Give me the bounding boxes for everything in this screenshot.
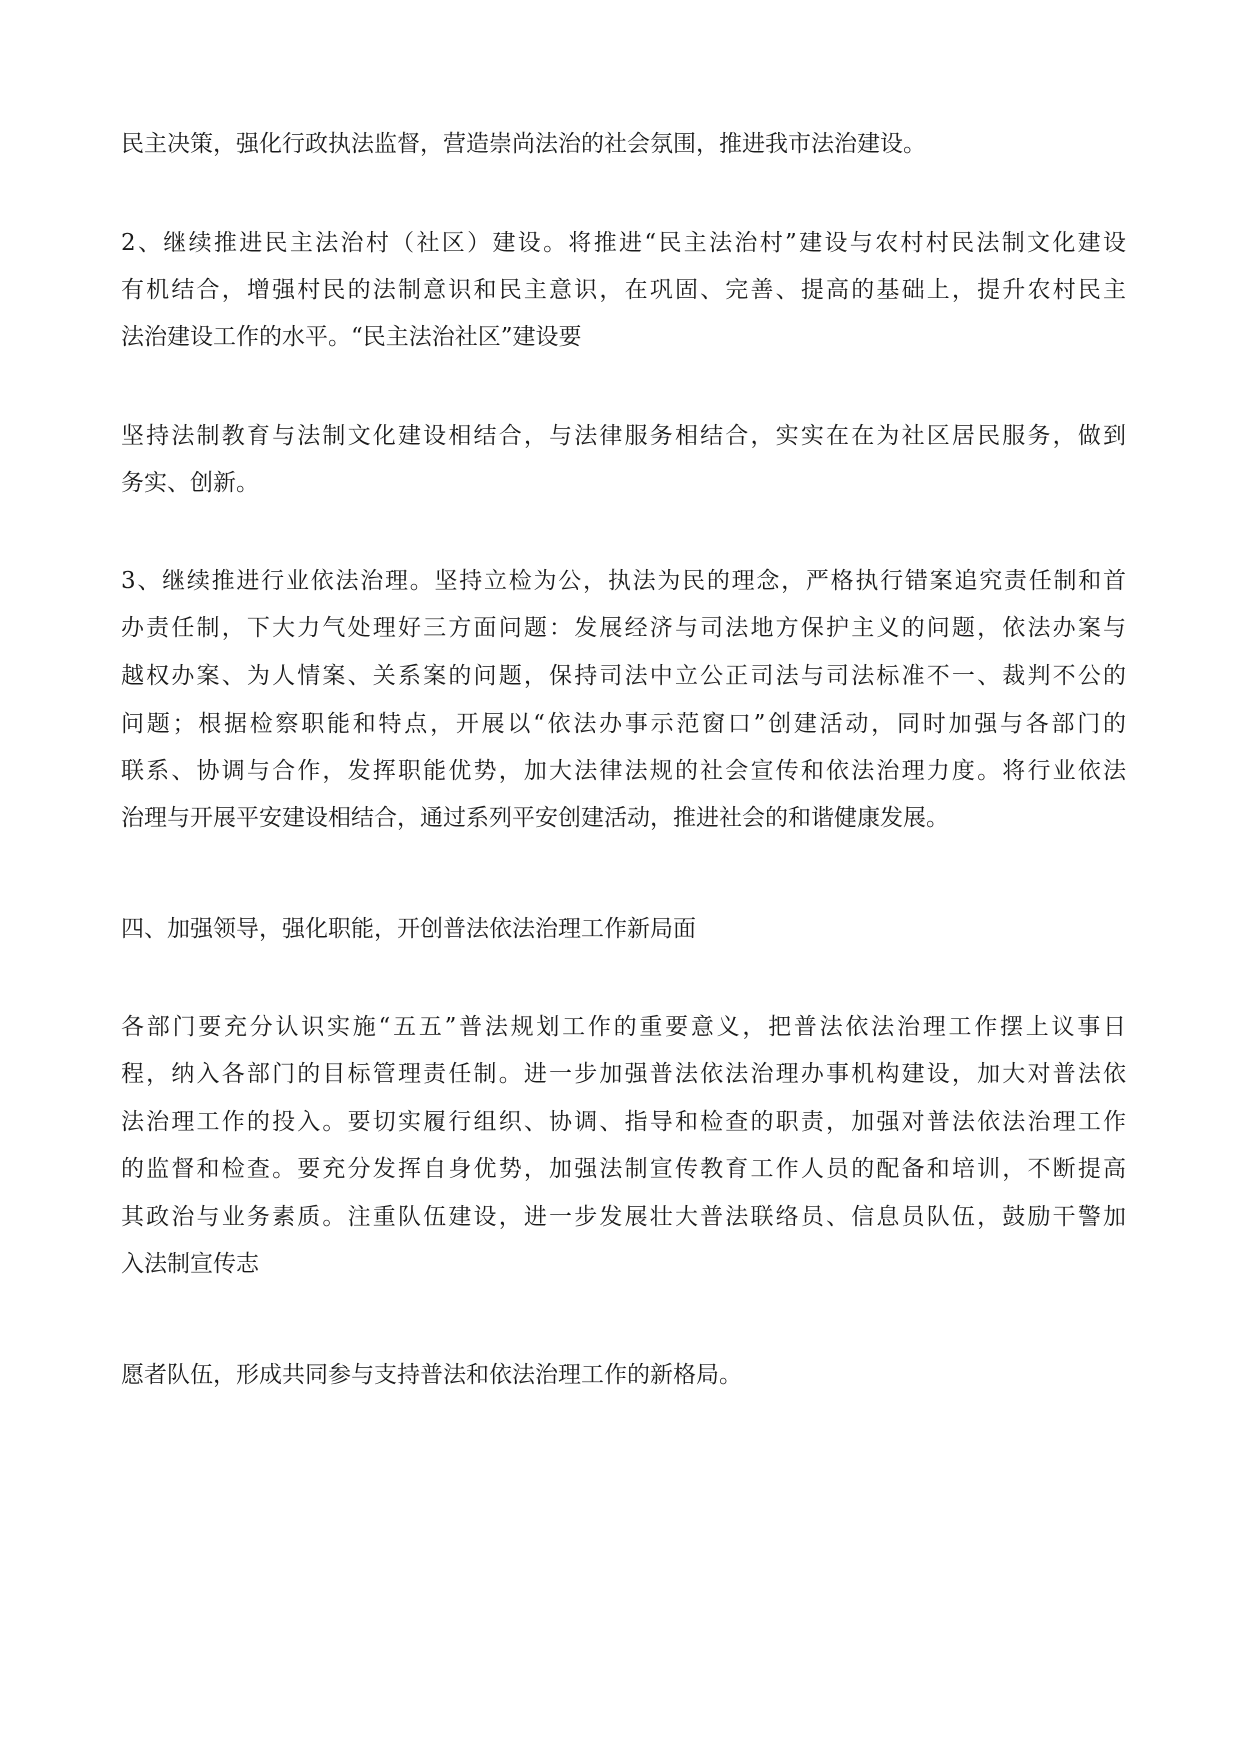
paragraph-line: 越权办案、为人情案、关系案的问题，保持司法中立公正司法与司法标准不一、裁判不公的	[121, 663, 1126, 689]
paragraph-line: 治理与开展平安建设相结合，通过系列平安创建活动，推进社会的和谐健康发展。	[121, 805, 949, 831]
paragraph-line: 的监督和检查。要充分发挥自身优势，加强法制宣传教育工作人员的配备和培训，不断提高	[121, 1156, 1126, 1182]
paragraph-line: 程，纳入各部门的目标管理责任制。进一步加强普法依法治理办事机构建设，加大对普法依	[121, 1061, 1126, 1087]
paragraph-line: 法治建设工作的水平。“民主法治社区”建设要	[121, 324, 582, 350]
paragraph-line: 有机结合，增强村民的法制意识和民主意识，在巩固、完善、提高的基础上，提升农村民主	[121, 277, 1126, 303]
paragraph-line: 务实、创新。	[121, 470, 259, 496]
paragraph-line: 愿者队伍，形成共同参与支持普法和依法治理工作的新格局。	[121, 1362, 742, 1388]
paragraph-line: 民主决策，强化行政执法监督，营造崇尚法治的社会氛围，推进我市法治建设。	[121, 131, 926, 157]
paragraph-line: 3、继续推进行业依法治理。坚持立检为公，执法为民的理念，严格执行错案追究责任制和首	[121, 568, 1126, 594]
paragraph-line: 其政治与业务素质。注重队伍建设，进一步发展壮大普法联络员、信息员队伍，鼓励干警加	[121, 1204, 1126, 1230]
paragraph-line: 法治理工作的投入。要切实履行组织、协调、指导和检查的职责，加强对普法依法治理工作	[121, 1109, 1126, 1135]
paragraph-line: 联系、协调与合作，发挥职能优势，加大法律法规的社会宣传和依法治理力度。将行业依法	[121, 758, 1126, 784]
paragraph-line: 入法制宣传志	[121, 1251, 259, 1277]
section-heading: 四、加强领导，强化职能，开创普法依法治理工作新局面	[121, 916, 696, 942]
paragraph-line: 坚持法制教育与法制文化建设相结合，与法律服务相结合，实实在在为社区居民服务，做到	[121, 423, 1126, 449]
paragraph-line: 办责任制，下大力气处理好三方面问题：发展经济与司法地方保护主义的问题，依法办案与	[121, 615, 1126, 641]
paragraph-line: 2、继续推进民主法治村（社区）建设。将推进“民主法治村”建设与农村村民法制文化建设	[121, 230, 1126, 256]
paragraph-line: 问题；根据检察职能和特点，开展以“依法办事示范窗口”创建活动，同时加强与各部门的	[121, 711, 1126, 737]
paragraph-line: 各部门要充分认识实施“五五”普法规划工作的重要意义，把普法依法治理工作摆上议事日	[121, 1014, 1126, 1040]
